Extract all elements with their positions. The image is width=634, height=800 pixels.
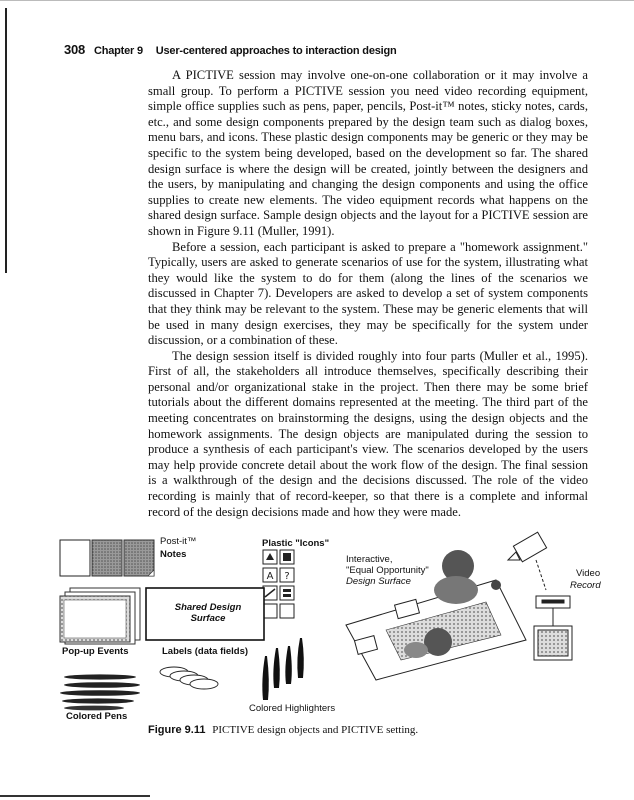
colored-pens-icon: [60, 674, 140, 710]
highlighters-icon: [262, 638, 303, 700]
pictive-figure: [56, 530, 616, 745]
chapter-label: Chapter 9: [93, 45, 143, 57]
chapter-title: User-centered approaches to interaction design: [155, 45, 397, 57]
figure-number: Figure 9.11: [148, 724, 206, 736]
figure-illustration: [56, 530, 616, 745]
interactive-label-1: Interactive,: [346, 554, 393, 565]
labels-label: Labels (data fields): [162, 646, 249, 657]
paragraph: The design session itself is divided roughly into four parts (Muller et al., 1995). First of all, the stakeholders all introduce themselves, specifically describing their personal and/or organizational stake in the project. Then there may be some brief tutorials about the different domains represented at the meeting. The third part of the meeting concentrates on brainstorming the designs, using the design objects and the homework assignments. The design objects are manipulated during the session to produce a synthesis of each participant's view. The scenarios developed by the users may help provide concrete detail about the work flow of the design. The final session is a walkthrough of the design and the decisions discussed. The role of the video recording is mainly that of record-keeper, so that there is a complete and informal record of the design decisions made and how they were made.: [148, 348, 588, 519]
plastic-icons-label: Plastic "Icons": [262, 538, 330, 549]
popup-events-icon: [60, 588, 140, 644]
postit-label: Post-it™: [160, 536, 197, 547]
margin-bar: [5, 8, 7, 273]
bottom-rule: [0, 795, 150, 797]
monitor-icon: [534, 626, 572, 660]
paragraph: Before a session, each participant is asked to prepare a "homework assignment." Typically, users are asked to generate scenarios of use for the system, illustrating what they would like the system to do for them (along the lines of the scenarios we discussed in Chapter 7). Developers are asked to develop a set of system components that they think may be relevant to the system. These may be generic elements that will be used in many design exercises, they may be specifically for the system under discussion, or a combination of these.: [148, 239, 588, 348]
postit-notes-icon: [60, 540, 154, 576]
caption-text: PICTIVE design objects and PICTIVE setting.: [212, 724, 419, 736]
svg-text:A: A: [266, 571, 274, 582]
body-text: [148, 68, 588, 520]
video-camera-icon: [508, 532, 547, 590]
paragraph: A PICTIVE session may involve one-on-one collaboration or it may involve a small group. To perform a PICTIVE session you need video recording equipment, simple office supplies such as pens, paper, pencils, Post-it™ notes, sticky notes, cards, etc., and some design components prepared by the design team such as dialog boxes, menu bars, and icons. These plastic design components may be generic or they may be specific to the system being developed, based on the development so far. The shared design surface is where the design will be created, jointly between the designers and the users, by manipulating and changing the design components and using the office supplies to create new elements. The video equipment records what happens on the shared design surface. Sample design objects and the layout for a PICTIVE session are shown in Figure 9.11 (Muller, 1991).: [148, 68, 588, 238]
highlighters-label: Colored Highlighters: [249, 703, 336, 714]
video-label-2: Record: [570, 580, 601, 591]
shared-surface-label-1: Shared Design: [174, 602, 242, 613]
top-rule: [0, 0, 634, 1]
page-number: 308: [64, 42, 86, 57]
running-header: [64, 42, 397, 57]
popup-events-label: Pop-up Events: [62, 646, 129, 657]
shared-surface-label-2: Surface: [190, 613, 226, 624]
colored-pens-label: Colored Pens: [66, 711, 128, 722]
vcr-icon: [536, 596, 570, 626]
interactive-label-2: "Equal Opportunity": [346, 565, 429, 576]
labels-icon: [160, 667, 218, 689]
notes-label: Notes: [160, 549, 187, 560]
figure-caption: [148, 724, 418, 736]
video-label-1: Video: [576, 568, 601, 579]
svg-text:?: ?: [284, 571, 290, 582]
plastic-icons-icon: [263, 550, 294, 618]
interactive-label-3: Design Surface: [346, 576, 411, 587]
